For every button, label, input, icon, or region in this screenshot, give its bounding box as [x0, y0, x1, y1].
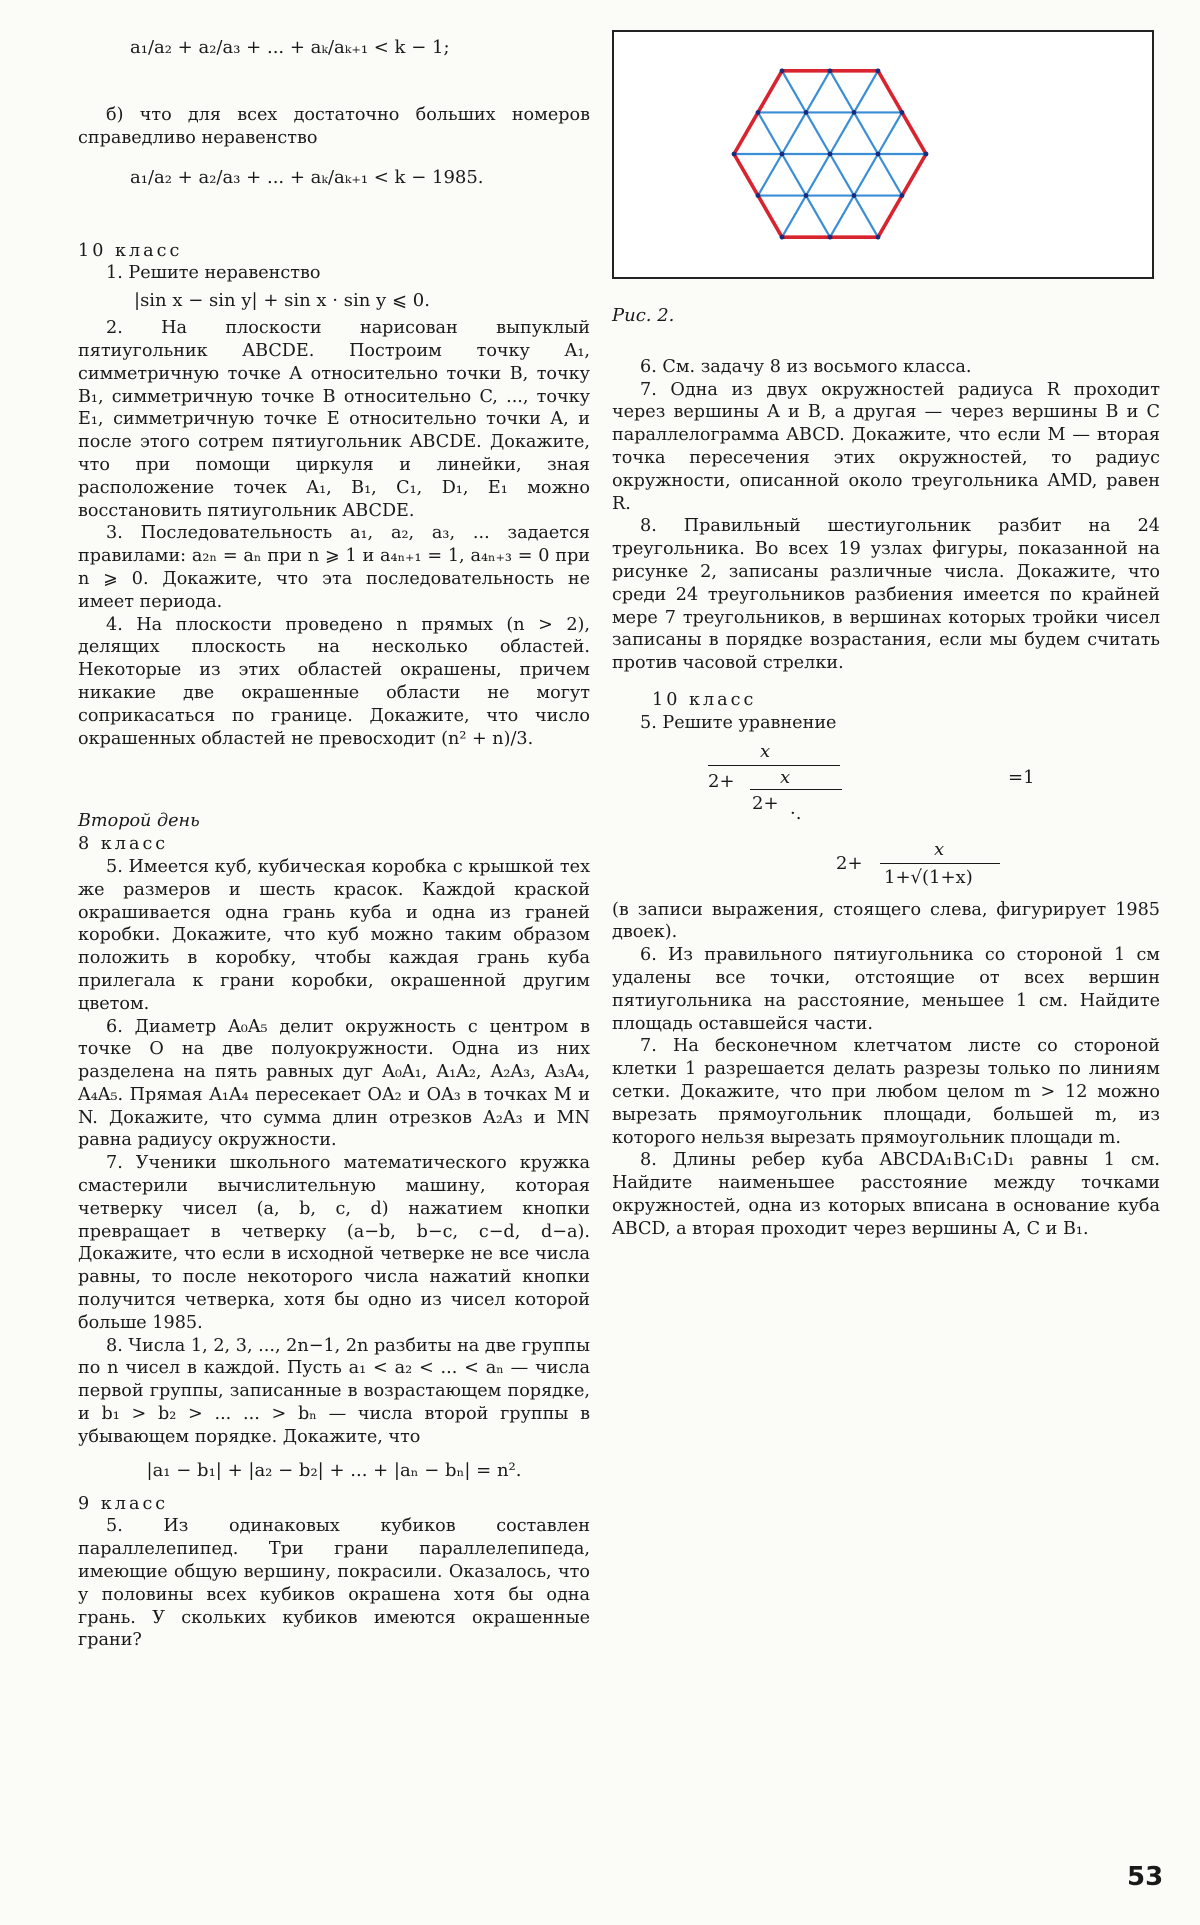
grid-edge — [830, 112, 854, 154]
cf-dots: ·. — [790, 802, 802, 824]
cf-num-1: x — [760, 740, 771, 762]
problem-8-7: 7. Ученики школьного математического кружка смастерили вычислительную машину, которая четверку чисел (a, b, c, d) нажатием кнопки превращает в четверку (a−b, b−c, c−d, d−a). Докажите, что если в исходной четверке не все числа равны, то после некоторого числа нажатий кнопки получится четверка, хотя бы одно из чисел которой больше 1985. — [78, 1153, 590, 1333]
inequality-b-intro: б) что для всех достаточно больших номеров справедливо неравенство — [78, 105, 590, 148]
cf-two-1: 2+ — [708, 770, 735, 792]
cf-bar-last — [880, 863, 1000, 864]
cf-num-last: x — [934, 838, 945, 860]
problem-10-4: 4. На плоскости проведено n прямых (n > 2), делящих плоскость на несколько областей. Некоторые из этих областей окрашены, причем никакие две окрашенные области не могут соприкасаться по границе. Докажите, что число окрашенных областей не превосходит (n² + n)/3. — [78, 614, 590, 749]
problem-10-8: 8. Длины ребер куба ABCDA₁B₁C₁D₁ равны 1 см. Найдите наименьшее расстояние между точками окружностей, одна из которых вписана в основание куба ABCD, а вторая проходит через вершины A, C и B₁. — [612, 1150, 1160, 1239]
grid-node — [828, 152, 833, 157]
grid-node — [780, 235, 785, 240]
cf-num-2: x — [780, 766, 791, 788]
left-column — [78, 30, 590, 1652]
section-grade9: 9 класс — [78, 1493, 169, 1514]
grid-node — [756, 193, 761, 198]
grid-node — [732, 152, 737, 157]
problem-10-1: 1. Решите неравенство — [106, 263, 321, 284]
cf-bar-2 — [750, 789, 842, 790]
grid-node — [780, 152, 785, 157]
problem-10-5-note: (в записи выражения, стоящего слева, фигурирует 1985 двоек). — [612, 899, 1160, 943]
figure-caption: Рис. 2. — [612, 305, 675, 326]
grid-node — [804, 110, 809, 115]
problem-10-1-formula: |sin x − sin y| + sin x · sin y ⩽ 0. — [134, 290, 430, 312]
cf-two-last: 2+ — [836, 852, 863, 874]
cf-den-last: 1+√(1+x) — [884, 866, 973, 888]
problem-10-5: 5. Решите уравнение — [640, 712, 837, 733]
right-column — [612, 30, 1160, 1241]
grid-edge — [854, 112, 878, 154]
grid-edge — [782, 112, 806, 154]
page-number: 53 — [1127, 1862, 1164, 1892]
grid-node — [852, 193, 857, 198]
continued-fraction — [612, 741, 1160, 891]
grid-node — [900, 110, 905, 115]
problem-10-7: 7. На бесконечном клетчатом листе со стороной клетки 1 разрешается делать разрезы только по линиям сетки. Докажите, что при любом целом m > 12 можно вырезать прямоугольник площади, большей m, из которого нельзя вырезать прямоугольник площади m. — [612, 1036, 1160, 1148]
grid-edge — [806, 71, 830, 113]
grid-edge — [782, 154, 806, 196]
grid-edge — [878, 154, 902, 196]
grid-edge — [782, 196, 806, 238]
grid-edge — [830, 71, 854, 113]
grid-node — [876, 152, 881, 157]
section-grade10: 10 класс — [78, 240, 183, 261]
problem-8-8: 8. Числа 1, 2, 3, ..., 2n−1, 2n разбиты на две группы по n чисел в каждой. Пусть a₁ < a₂ < ... < aₙ — числа первой группы, записанные в возрастающем порядке, и b₁ > b₂ > ... ... > bₙ — числа второй группы в убывающем порядке. Докажите, что — [78, 1335, 590, 1447]
grid-edge — [854, 154, 878, 196]
figure-hexagon — [612, 30, 1154, 279]
grid-node — [756, 110, 761, 115]
grid-edge — [782, 71, 806, 113]
grid-node — [780, 68, 785, 73]
grid-node — [804, 193, 809, 198]
problem-9-5: 5. Из одинаковых кубиков составлен параллелепипед. Три грани параллелепипеда, имеющие общую вершину, покрасили. Оказалось, что у половины всех кубиков окрашена хотя бы одна грань. У скольких кубиков имеются окрашенные грани? — [78, 1516, 590, 1651]
grid-edge — [758, 154, 782, 196]
cf-rhs: =1 — [1008, 766, 1035, 788]
section-grade8: 8 класс — [78, 834, 169, 855]
problem-9-6: 6. См. задачу 8 из восьмого класса. — [640, 356, 972, 377]
section-grade10-right: 10 класс — [652, 689, 757, 710]
grid-edge — [854, 196, 878, 238]
grid-edge — [806, 154, 830, 196]
grid-edge — [830, 154, 854, 196]
problem-10-3: 3. Последовательность a₁, a₂, a₃, ... задается правилами: a₂ₙ = aₙ при n ⩾ 1 и a₄ₙ₊₁ = 1, a₄ₙ₊₃ = 0 при n ⩾ 0. Докажите, что эта последовательность не имеет периода. — [78, 523, 590, 612]
problem-10-6: 6. Из правильного пятиугольника со стороной 1 см удалены все точки, отстоящие от всех вершин пятиугольника на расстояние, меньшее 1 см. Найдите площадь оставшейся части. — [612, 945, 1160, 1034]
inequality-b: a₁/a₂ + a₂/a₃ + ... + aₖ/aₖ₊₁ < k − 1985. — [130, 166, 484, 188]
grid-node — [876, 235, 881, 240]
grid-node — [924, 152, 929, 157]
problem-10-2: 2. На плоскости нарисован выпуклый пятиугольник ABCDE. Построим точку A₁, симметричную точке A относительно точки B, точку B₁, симметричную точке B относительно C, ..., точку E₁, симметричную точке E относительно точки A, и после этого сотрем пятиугольник ABCDE. Докажите, что при помощи циркуля и линейки, зная расположение точек A₁, B₁, C₁, D₁, E₁ можно восстановить пятиугольник ABCDE. — [78, 318, 590, 521]
problem-9-7: 7. Одна из двух окружностей радиуса R проходит через вершины A и B, а другая — через вершины B и C параллелограмма ABCD. Докажите, что если M — вторая точка пересечения этих окружностей, то радиус окружности, описанной около треугольника AMD, равен R. — [612, 379, 1160, 514]
grid-edge — [758, 112, 782, 154]
hexagon-grid-figure — [614, 32, 1152, 277]
inequality-a: a₁/a₂ + a₂/a₃ + ... + aₖ/aₖ₊₁ < k − 1; — [130, 37, 450, 58]
problem-8-8-formula: |a₁ − b₁| + |a₂ − b₂| + ... + |aₙ − bₙ| = n². — [146, 1459, 522, 1481]
grid-node — [900, 193, 905, 198]
grid-node — [828, 68, 833, 73]
grid-edge — [854, 71, 878, 113]
grid-node — [852, 110, 857, 115]
grid-node — [828, 235, 833, 240]
grid-edge — [878, 112, 902, 154]
problem-8-5: 5. Имеется куб, кубическая коробка с крышкой тех же размеров и шесть красок. Каждой краской окрашивается одна грань куба и одна из граней коробки. Докажите, что куб можно таким образом положить в коробку, чтобы каждая грань куба прилегала к грани коробки, окрашенной другим цветом. — [78, 856, 590, 1014]
day-two-heading: Второй день — [78, 811, 200, 832]
grid-node — [876, 68, 881, 73]
grid-edge — [830, 196, 854, 238]
problem-9-8: 8. Правильный шестиугольник разбит на 24 треугольника. Во всех 19 узлах фигуры, показанной на рисунке 2, записаны различные числа. Докажите, что среди 24 треугольников разбиения имеется по крайней мере 7 треугольников, в вершинах которых тройки чисел записаны в порядке возрастания, если мы будем считать против часовой стрелки. — [612, 516, 1160, 674]
cf-two-2: 2+ — [752, 792, 779, 814]
cf-bar-1 — [708, 765, 840, 766]
grid-edge — [806, 112, 830, 154]
problem-8-6: 6. Диаметр A₀A₅ делит окружность с центром в точке O на две полуокружности. Одна из них разделена на пять равных дуг A₀A₁, A₁A₂, A₂A₃, A₃A₄, A₄A₅. Прямая A₁A₄ пересекает OA₂ и OA₃ в точках M и N. Докажите, что сумма длин отрезков A₂A₃ и MN равна радиусу окружности. — [78, 1016, 590, 1151]
grid-edge — [806, 196, 830, 238]
